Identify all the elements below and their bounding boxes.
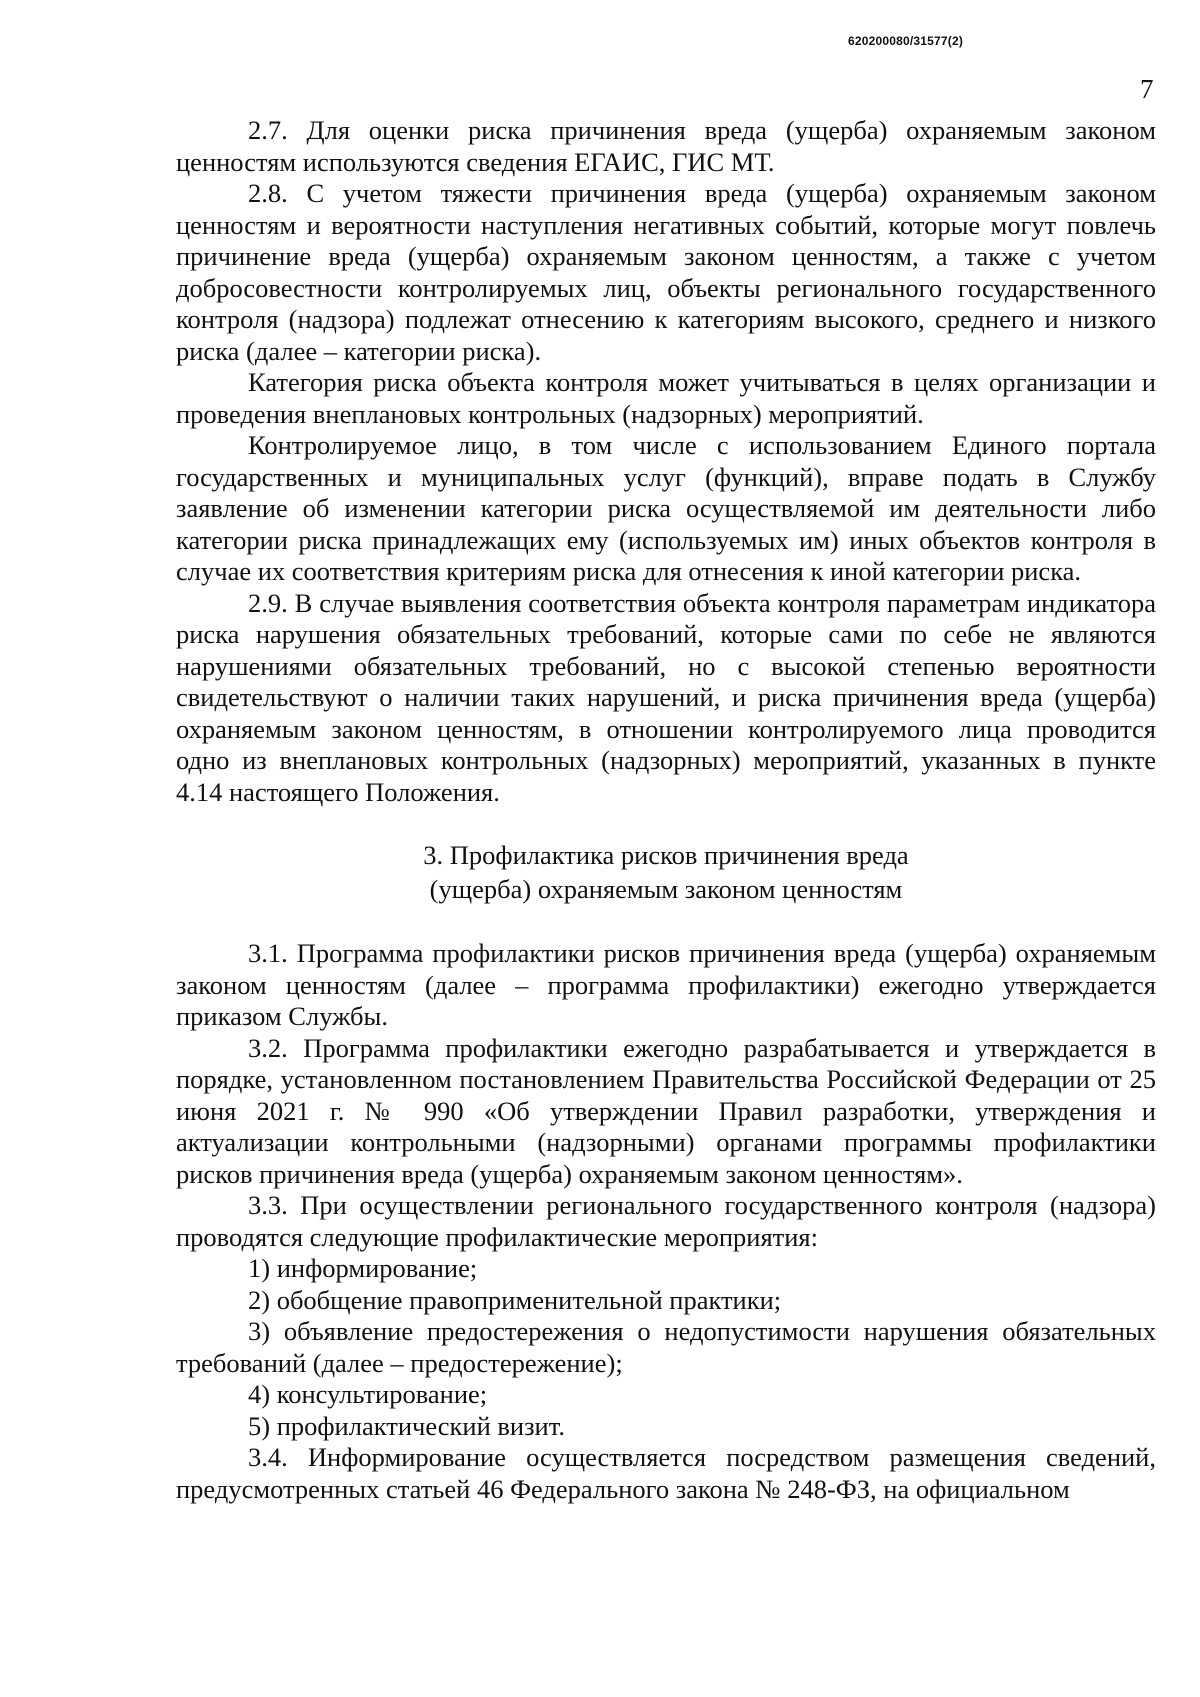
paragraph-2-9: 2.9. В случае выявления соответствия объекта контроля параметрам индикатора риска нарушения обязательных требований, которые сами по себе не являются нарушениями обязательных требований, но с высокой степенью вероятности свидетельствуют о наличии таких нарушений, и риска причинения вреда (ущерба) охраняемым законом ценностям, в отношении контролируемого лица проводится одно из внеплановых контрольных (надзорных) мероприятий, указанных в пункте 4.14 настоящего Положения. xyxy=(176,587,1156,807)
section-3-heading-line-1: 3. Профилактика рисков причинения вреда xyxy=(423,840,909,870)
section-3-heading-line-2: (ущерба) охраняемым законом ценностям xyxy=(429,874,903,904)
list-item: 5) профилактический визит. xyxy=(248,1410,565,1441)
document-body xyxy=(176,115,1156,1505)
paragraph-risk-category: Категория риска объекта контроля может учитываться в целях организации и проведения внеплановых контрольных (надзорных) мероприятий. xyxy=(176,367,1156,429)
page-number: 7 xyxy=(1140,74,1154,104)
list-item: 2) обобщение правоприменительной практики; xyxy=(248,1284,782,1315)
paragraph-3-4: 3.4. Информирование осуществляется посредством размещения сведений, предусмотренных статьей 46 Федерального закона № 248-ФЗ, на официальном xyxy=(176,1442,1156,1504)
list-item: 3) объявление предостережения о недопустимости нарушения обязательных требований (далее – предостережение); xyxy=(176,1316,1156,1378)
paragraph-controlled-person: Контролируемое лицо, в том числе с использованием Единого портала государственных и муниципальных услуг (функций), вправе подать в Службу заявление об изменении категории риска осуществляемой им деятельности либо категории риска принадлежащих ему (используемых им) иных объектов контроля в случае их соответствия критериям риска для отнесения к иной категории риска. xyxy=(176,430,1156,586)
document-id: 620200080/31577(2) xyxy=(848,34,964,48)
list-item: 4) консультирование; xyxy=(248,1379,488,1409)
paragraph-3-3: 3.3. При осуществлении регионального государственного контроля (надзора) проводятся следующие профилактические мероприятия: xyxy=(176,1190,1156,1252)
paragraph-3-2: 3.2. Программа профилактики ежегодно разрабатывается и утверждается в порядке, установленном постановлением Правительства Российской Федерации от 25 июня 2021 г. № 990 «Об утверждении Правил разработки, утверждения и актуализации контрольными (надзорными) органами программы профилактики рисков причинения вреда (ущерба) охраняемым законом ценностям». xyxy=(176,1032,1156,1189)
section-3-heading xyxy=(176,838,1156,906)
paragraph-2-8: 2.8. С учетом тяжести причинения вреда (ущерба) охраняемым законом ценностям и вероятности наступления негативных событий, которые могут повлечь причинение вреда (ущерба) охраняемым законом ценностям, а также с учетом добросовестности контролируемых лиц, объекты регионального государственного контроля (надзора) подлежат отнесению к категориям высокого, среднего и низкого риска (далее – категории риска). xyxy=(176,178,1156,366)
paragraph-3-1: 3.1. Программа профилактики рисков причинения вреда (ущерба) охраняемым законом ценностям (далее – программа профилактики) ежегодно утверждается приказом Службы. xyxy=(176,938,1156,1031)
list-item: 1) информирование; xyxy=(248,1253,478,1283)
paragraph-2-7: 2.7. Для оценки риска причинения вреда (ущерба) охраняемым законом ценностям используются сведения ЕГАИС, ГИС МТ. xyxy=(176,115,1156,177)
